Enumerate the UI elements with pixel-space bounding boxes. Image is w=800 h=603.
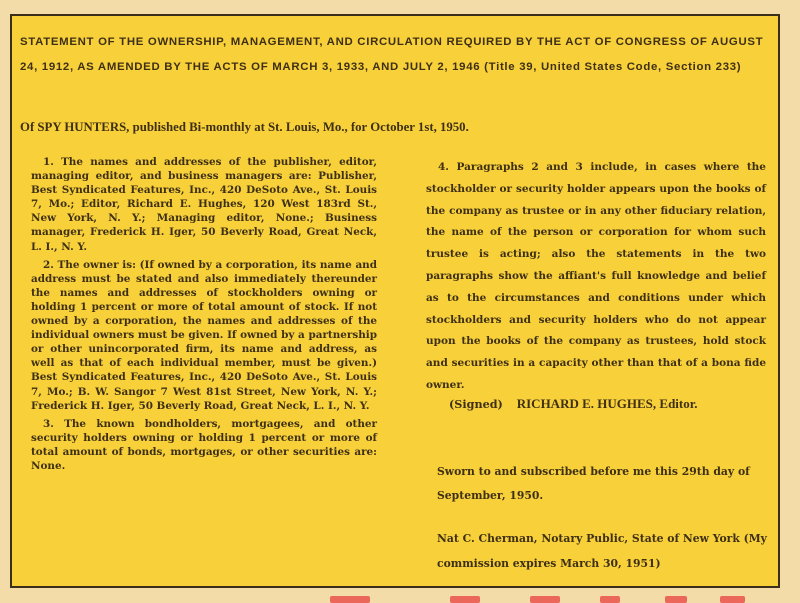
red-print-fragment [720,596,745,603]
signature-line [449,396,769,412]
red-print-fragment [330,596,370,603]
red-print-fragment [530,596,560,603]
paragraph-3: 3. The known bondholders, mortgagees, and other security holders owning or holding 1 percent or more of total amount of bonds, mortgages, or other securities are: None. [31,417,377,472]
publication-line: Of SPY HUNTERS, published Bi-monthly at St. Louis, Mo., for October 1st, 1950. [20,120,469,134]
sworn-statement: Sworn to and subscribed before me this 29th day of September, 1950. [437,465,750,502]
left-column [31,155,377,477]
red-print-fragment [600,596,620,603]
right-column [426,157,766,397]
signed-name: RICHARD E. HUGHES, Editor. [516,396,698,411]
notary-statement: Nat C. Cherman, Notary Public, State of New York (My commission expires March 30, 1951) [437,532,767,570]
red-print-fragment [665,596,687,603]
signed-label: (Signed) [449,397,503,411]
red-print-fragment [450,596,480,603]
paragraph-1: 1. The names and addresses of the publisher, editor, managing editor, and business managers are: Publisher, Best Syndicated Features, Inc., 420 DeSoto Ave., St. Louis 7, Mo.; Editor, Richard E. Hughes, 120 West 183rd St., New York, N. Y.; Managing editor, None.; Business manager, Frederick H. Iger, 50 Beverly Road, Great Neck, L. I., N. Y. [31,156,377,253]
paragraph-4: 4. Paragraphs 2 and 3 include, in cases where the stockholder or security holder appears upon the books of the company as trustee or in any other fiduciary relation, the name of the person or corporation for whom such trustee is acting; also the statements in the two paragraphs show the affiant's full knowledge and belief as to the circumstances and conditions under which stockholders and security holders who do not appear upon the books of the company as trustees, hold stock and securities in a capacity other than that of a bona fide owner. [426,161,766,391]
paragraph-2: 2. The owner is: (If owned by a corporation, its name and address must be stated and also immediately thereunder the names and addresses of stockholders owning or holding 1 percent or more of total amount of stock. If not owned by a corporation, the names and addresses of the individual owners must be given. If owned by a partnership or other unincorporated firm, its name and address, as well as that of each individual member, must be given.) Best Syndicated Features, Inc., 420 DeSoto Ave., St. Louis 7, Mo.; B. W. Sangor 7 West 81st Street, New York, N. Y.; Frederick H. Iger, 50 Beverly Road, Great Neck, L. I., N. Y. [31,258,377,412]
statement-header: STATEMENT OF THE OWNERSHIP, MANAGEMENT, AND CIRCULATION REQUIRED BY THE ACT OF CONGRESS OF AUGUST 24, 1912, AS AMENDED BY THE ACTS OF MARCH 3, 1933, AND JULY 2, 1946 (Title 39, United States Code, Section 233) [20,36,764,73]
